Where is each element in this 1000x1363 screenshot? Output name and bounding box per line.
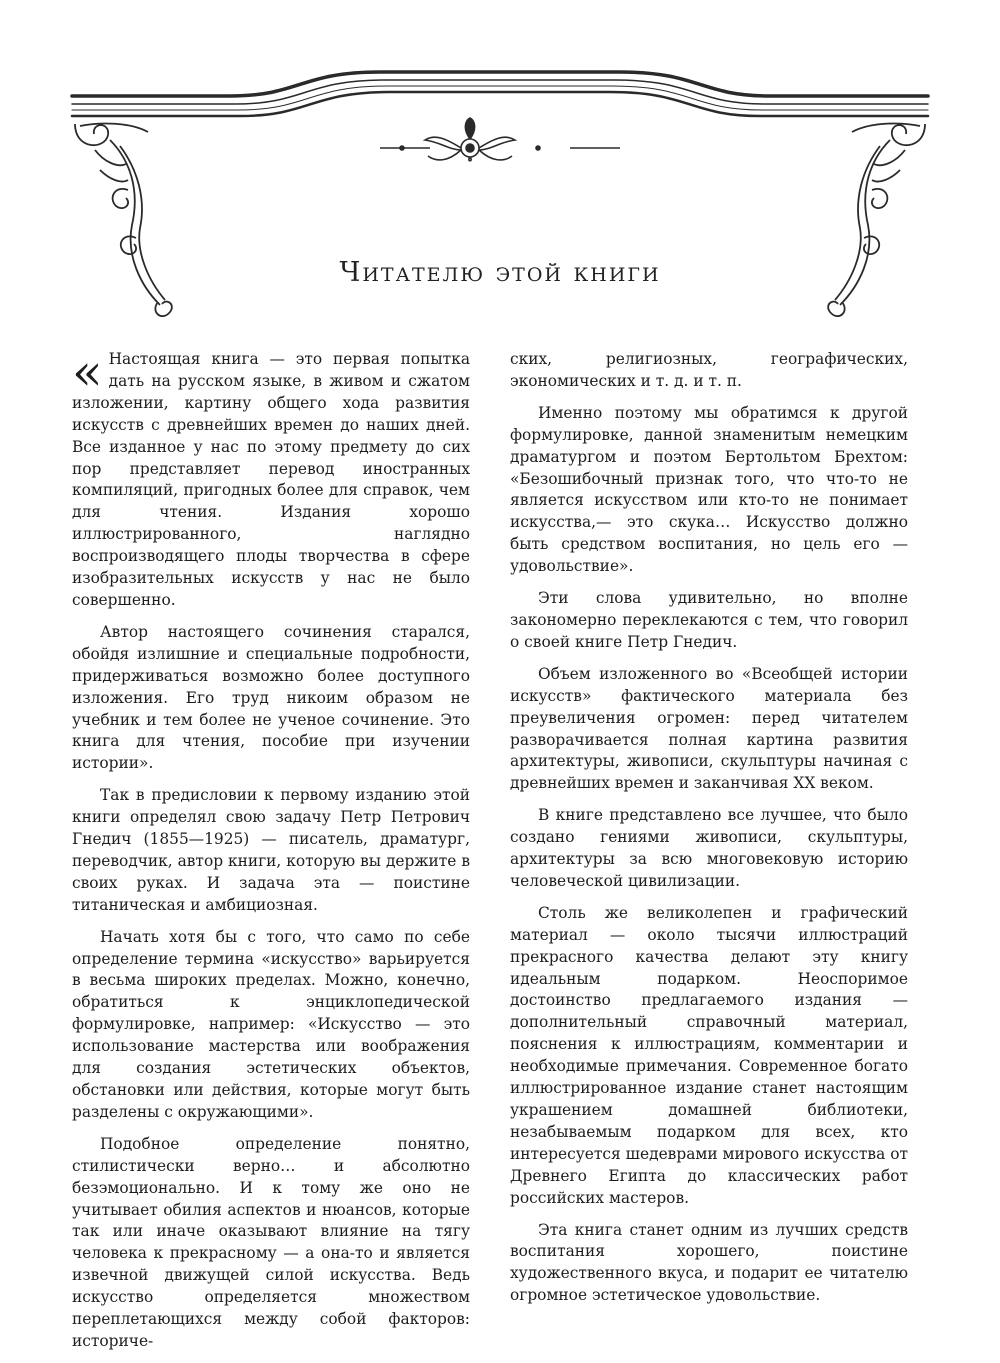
- paragraph: ских, религиозных, географических, экономических и т. д. и т. п.: [510, 350, 908, 390]
- ornamental-frame: [0, 0, 1000, 340]
- page-title: Читателю этой книги: [339, 257, 661, 288]
- paragraph: Начать хотя бы с того, что само по себе определение термина «искусство» варьируется в весьма широких пределах. Можно, конечно, обратиться к энциклопедической формулировке, например: «Искусство — это использование мастерства или воображения для создания эстетических объектов, обстановки или действия, которые могут быть разделены с окружающими».: [72, 927, 470, 1121]
- paragraph: Столь же великолепен и графический материал — около тысячи иллюстраций прекрасного качества делают эту книгу идеальным подарком. Неоспоримое достоинство предлагаемого издания — дополнительный справочный материал, пояснения к иллюстрациям, комментарии и необходимые примечания. Современное богато иллюстрированное издание станет настоящим украшением домашней библиотеки, незабываемым подарком для всех, кто интересуется шедеврами мирового искусства от Древнего Египта до классических работ российских мастеров.: [510, 903, 908, 1207]
- paragraph: Автор настоящего сочинения старался, обойдя излишние и специальные подробности, придерживаться возможно более доступного изложения. Его труд никоим образом не учебник и тем более не ученое сочинение. Это книга для чтения, пособие при изучении истории».: [72, 622, 470, 773]
- left-column: [72, 343, 470, 1363]
- paragraph-text: Настоящая книга — это первая попытка дать на русском языке, в живом и сжатом изложении, картину общего хода развития искусств с древнейших времен до наших дней. Все изданное у нас по этому предмету до сих пор представляет перевод иностранных компиляций, пригодных более для справок, чем для чтения. Издания хорошо иллюстрированного, наглядно воспроизводящего плоды творчества в сфере изобразительных искусств у нас не было совершенно.: [72, 350, 470, 609]
- paragraph: В книге представлено все лучшее, что было создано гениями живописи, скульптуры, архитектуры за всю многовековую историю человеческой цивилизации.: [510, 806, 908, 890]
- opening-quote-mark: «: [72, 343, 103, 401]
- paragraph: Так в предисловии к первому изданию этой книги определял свою задачу Петр Петрович Гнедич (1855—1925) — писатель, драматург, переводчик, автор книги, которую вы держите в своих руках. И задача эта — поистине титаническая и амбициозная.: [72, 786, 470, 914]
- central-flourish-icon: [380, 118, 620, 161]
- paragraph: Подобное определение понятно, стилистически верно… и абсолютно безэмоционально. И к тому же оно не учитывает обилия аспектов и нюансов, которые так или иначе оказывают влияние на тягу человека к прекрасному — а она-то и является извечной движущей силой искусства. Ведь искусство определяется множеством переплетающихся между собой факторов: историче-: [72, 1134, 470, 1350]
- paragraph: Эта книга станет одним из лучших средств воспитания хорошего, поистине художественного вкуса, и подарит ее читателю огромное эстетическое удовольствие.: [510, 1220, 908, 1305]
- paragraph: Объем изложенного во «Всеобщей истории искусств» фактического материала без преувеличения огромен: перед читателем разворачивается полная картина развития архитектуры, живописи, скульптуры начиная с древнейших времен и заканчивая XX веком.: [510, 664, 908, 793]
- right-column: [510, 349, 908, 1317]
- paragraph: Эти слова удивительно, но вполне закономерно переклекаются с тем, что говорил о своей книге Петр Гнедич.: [510, 589, 908, 651]
- paragraph: [72, 343, 470, 612]
- paragraph: Именно поэтому мы обратимся к другой формулировке, данной знаменитым немецким драматургом и поэтом Бертольтом Брехтом: «Безошибочный признак того, что что-то не является искусством или кто-то не понимает искусства,— это скука… Искусство должно быть средством воспитания, но цель его — удовольствие».: [510, 403, 908, 576]
